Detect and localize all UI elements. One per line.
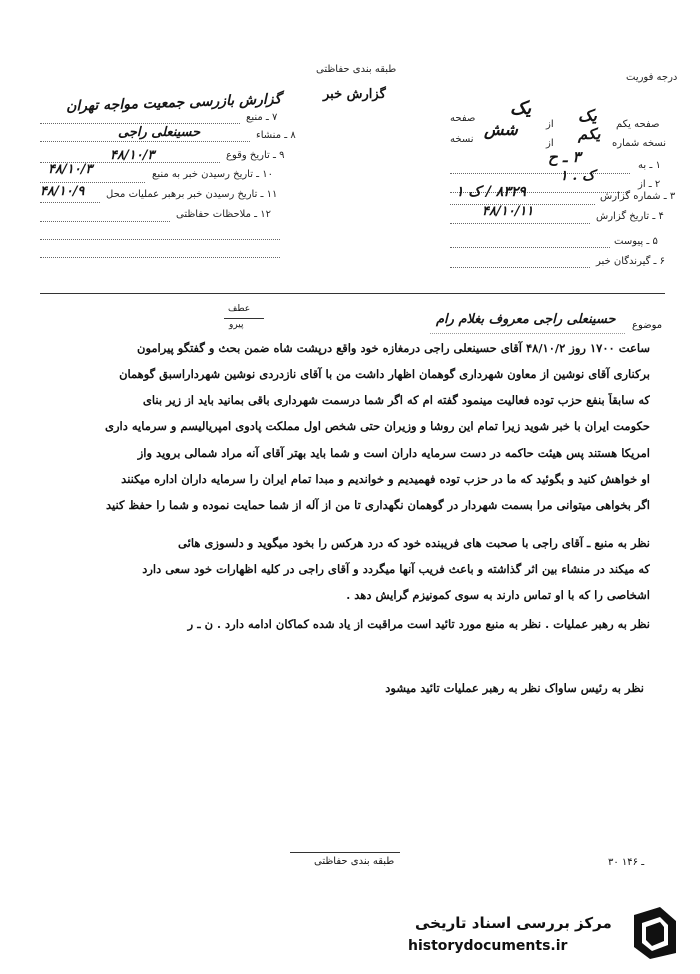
event-date-value: ۴۸/۱۰/۳ bbox=[110, 148, 155, 163]
body-line: نظر به منبع ـ آقای راجی با صحبت های فریبنده خود که درد هرکس را بخود میگوید و دلسوزی هائی bbox=[178, 536, 650, 550]
page-value: یک bbox=[578, 106, 597, 125]
footer-divider bbox=[290, 852, 400, 853]
body-line: اگر بخواهی میتوانی مرا بسمت شهردار در گوهمان نگهداری تا من از آله از شما حمایت نموده و شما را حفظ کنید bbox=[105, 498, 650, 512]
ops-note: نظر به رهبر عملیات . نظر به منبع مورد تائید است مراقبت از یاد شده کماکان ادامه دارد . ن ـ ر bbox=[187, 617, 650, 631]
source-receipt-label: ۱۰ ـ تاریخ رسیدن خبر به منبع bbox=[152, 169, 274, 180]
ops-receipt-value: ۴۸/۱۰/۹ bbox=[40, 184, 85, 199]
body-line: او خواهش کنید و بگوئید که ما در حزب توده فهمیدیم و خواندیم و مبدا تمام ایران را سرمایه داران اداره میکنند bbox=[121, 472, 650, 486]
attachment-label: ۵ ـ پیوست bbox=[614, 236, 658, 247]
subject-label: موضوع bbox=[632, 320, 663, 331]
followup-label: پیرو bbox=[229, 320, 244, 330]
copy-word: نسخه bbox=[450, 134, 474, 145]
page-total: یک bbox=[510, 98, 532, 119]
from-label: ۲ ـ از bbox=[638, 179, 661, 190]
body-line: ساعت ۱۷۰۰ روز ۴۸/۱۰/۲ آقای حسینعلی راجی درمغازه خود واقع درپشت شاه ضمن بحث و گفتگو پیرامون bbox=[137, 341, 650, 355]
report-date-label: ۴ ـ تاریخ گزارش bbox=[596, 211, 664, 222]
header-divider bbox=[40, 293, 665, 294]
body-line: اشخاصی را که با او تماس دارند به سوی کمونیزم گرایش دهد . bbox=[346, 588, 650, 602]
origin-label: ۸ ـ منشاء bbox=[256, 130, 296, 141]
copy-value: یکم bbox=[578, 125, 601, 143]
copy-total: شش bbox=[484, 120, 518, 139]
reference-label: عطف bbox=[228, 304, 251, 314]
copy-label: نسخه شماره bbox=[612, 138, 666, 149]
source-value: گزارش بازرسی جمعیت مواجه تهران bbox=[65, 91, 282, 115]
report-date-value: ۴۸/۱۰/۱۱ bbox=[482, 204, 534, 219]
body-line: امریکا هستند پس هیئت حاکمه در دست سرمایه داران است و شما باید بهتر آقای آنه مراد شمالی بروید واز bbox=[137, 446, 650, 460]
watermark-url: historydocuments.ir bbox=[408, 938, 568, 954]
archive-logo-icon bbox=[630, 905, 680, 961]
classification-bottom: طبقه بندی حفاظتی bbox=[314, 856, 395, 867]
urgency-label: درجه فوریت bbox=[626, 72, 678, 83]
body-line: که سابقاً بنفع حزب توده فعالیت مینمود گفته ام که اگر شما درسمت شهرداری باقی بمانید باید از زیر بنای bbox=[142, 393, 650, 407]
event-date-label: ۹ ـ تاریخ وقوع bbox=[226, 150, 285, 161]
report-no-label: ۳ ـ شماره گزارش bbox=[600, 191, 676, 202]
report-title: گزارش خبر bbox=[323, 87, 386, 102]
body-line: برکناری آقای نوشین از معاون شهرداری گوهمان اظهار داشت من با آقای نازدردی نوشین شهرداراسبق گوهمان bbox=[119, 367, 650, 381]
body-line: که میکند در منشاء بین اثر گذاشته و باعث فریب آنها میگردد و آقای راجی در کلیه اظهارات خود سعی دارد bbox=[142, 562, 650, 576]
source-label: ۷ ـ منبع bbox=[246, 112, 278, 123]
classification-top: طبقه بندی حفاظتی bbox=[316, 64, 397, 75]
recipients-label: ۶ ـ گیرندگان خبر bbox=[596, 256, 666, 267]
page-word: صفحه bbox=[450, 113, 476, 124]
source-receipt-value: ۴۸/۱۰/۳ bbox=[48, 162, 93, 177]
to-label: ۱ ـ به bbox=[638, 160, 661, 171]
director-note: نظر به رئیس ساواک نظر به رهبر عملیات تائید میشود bbox=[385, 681, 644, 695]
origin-value: حسینعلی راجی bbox=[118, 125, 201, 140]
body-line: حکومت ایران با خبر شوید زیرا تمام این روشا و وزیران حتی شخص اول مملکت پادوی امپریالیسم و سرمایه داری bbox=[104, 419, 650, 433]
subject-value: حسینعلی راجی معروف بغلام رام bbox=[436, 312, 616, 327]
security-notes-label: ۱۲ ـ ملاحظات حفاظتی bbox=[176, 209, 271, 220]
copy-of: از bbox=[546, 138, 554, 149]
watermark-title: مرکز بررسی اسناد تاریخی bbox=[415, 914, 612, 932]
report-no-value: ۸۳۲۹ / ک ۱ bbox=[456, 184, 526, 200]
page-of: از bbox=[546, 119, 554, 130]
from-value: ک . ۱ bbox=[560, 168, 595, 184]
ops-receipt-label: ۱۱ ـ تاریخ رسیدن خبر برهبر عملیات محل bbox=[106, 189, 278, 200]
reference-line bbox=[224, 318, 264, 319]
form-code: ۳۰ ـ ۱۴۶ bbox=[608, 857, 645, 868]
to-value: ۳ ـ ح bbox=[548, 148, 581, 166]
page-label: صفحه یکم bbox=[616, 119, 660, 130]
